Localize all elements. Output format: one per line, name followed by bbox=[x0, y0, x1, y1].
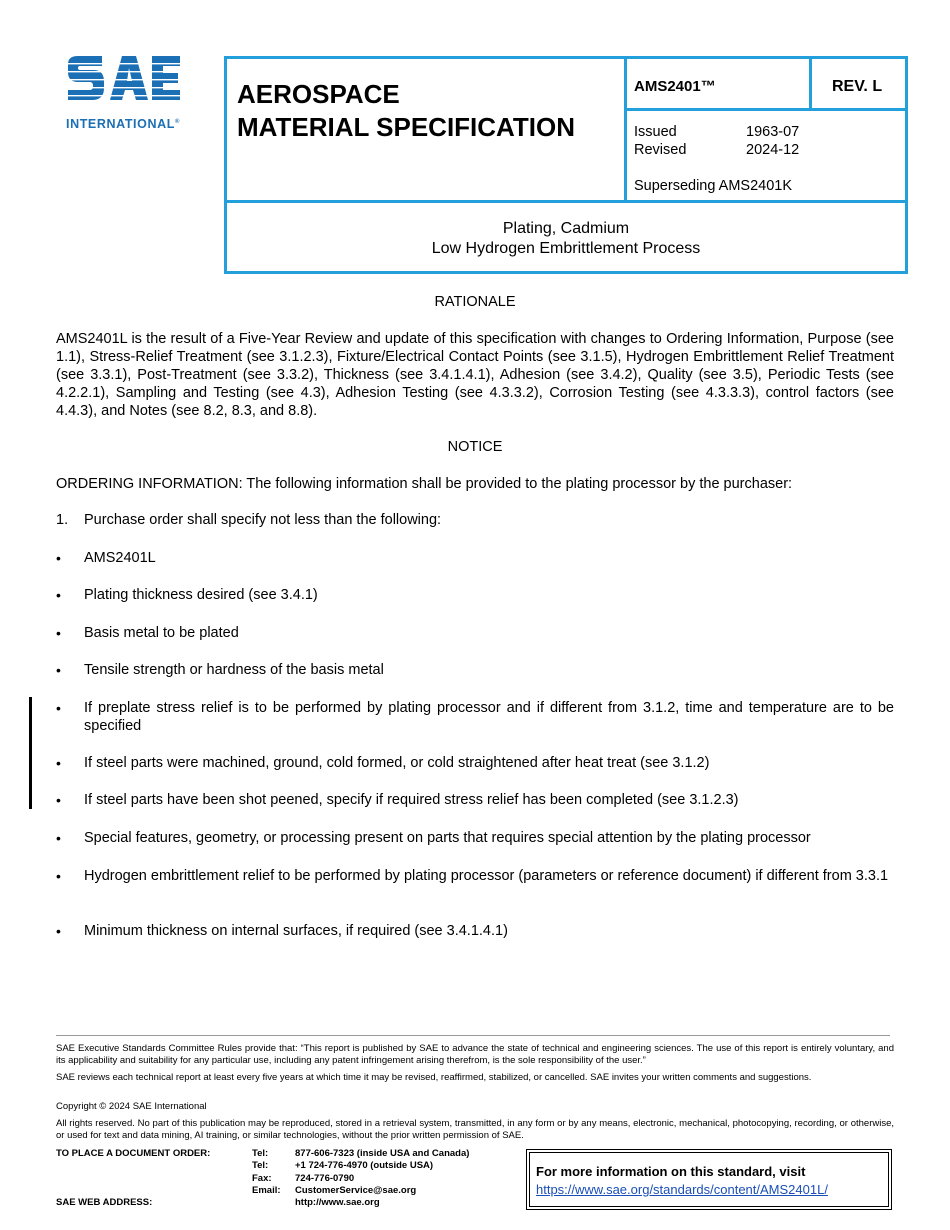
more-info-title: For more information on this standard, visit bbox=[536, 1164, 806, 1179]
footer-copyright: Copyright © 2024 SAE International bbox=[56, 1101, 207, 1112]
title-line2: Low Hydrogen Embrittlement Process bbox=[431, 240, 701, 257]
web-address-label: SAE WEB ADDRESS: bbox=[56, 1197, 153, 1208]
ordering-information: ORDERING INFORMATION: The following information shall be provided to the plating processor by the purchaser: bbox=[56, 476, 793, 492]
contact-row bbox=[252, 1173, 469, 1185]
rationale-text: AMS2401L is the result of a Five-Year Review and update of this specification with changes to Ordering Information, Purpose (see 1.1), Stress-Relief Treatment (see 3.1.2.3), Fixture/Electrical Contact Points (see 3.1.5), Hydrogen Embrittlement Relief Treatment (see 3.3.1), Post-Treatment (see 3.3.2), Thickness (see 3.4.1.4.1), Adhesion (see 3.4.2), Quality (see 3.5), Periodic Tests (see 4.2.2.1), Sampling and Testing (see 4.3), Adhesion Testing (see 4.3.3.2), Corrosion Testing (see 4.3.3.3), control factors (see 4.4.3), and Notes (see 8.2, 8.3, and 8.8). bbox=[56, 331, 894, 419]
divider bbox=[809, 59, 812, 110]
list-item-text: Minimum thickness on internal surfaces, if required (see 3.4.1.4.1) bbox=[84, 923, 508, 939]
contact-row bbox=[252, 1148, 469, 1160]
divider bbox=[624, 59, 627, 201]
contact-key: Tel: bbox=[252, 1160, 269, 1172]
bullet-icon: • bbox=[56, 923, 61, 939]
list-item-text: If steel parts have been shot peened, specify if required stress relief has been completed (see 3.1.2.3) bbox=[84, 792, 739, 808]
superseding-note: Superseding AMS2401K bbox=[634, 178, 792, 194]
list-item-text: If steel parts were machined, ground, cold formed, or cold straightened after heat treat (see 3.1.2) bbox=[84, 755, 710, 771]
bullet-icon: • bbox=[56, 550, 61, 566]
contact-row bbox=[252, 1185, 469, 1197]
bullet-icon: • bbox=[56, 792, 61, 808]
contact-key: Email: bbox=[252, 1184, 281, 1196]
more-info-box bbox=[526, 1149, 892, 1210]
revised-date: 2024-12 bbox=[746, 142, 800, 158]
bullet-icon: • bbox=[56, 662, 61, 678]
document-type-line2: MATERIAL SPECIFICATION bbox=[237, 112, 575, 142]
sae-wordmark-icon bbox=[66, 54, 182, 114]
divider bbox=[227, 200, 905, 203]
bullet-icon: • bbox=[56, 625, 61, 641]
contact-key: Fax: bbox=[252, 1172, 272, 1184]
footer-divider bbox=[56, 1035, 890, 1036]
document-type-line1: AEROSPACE bbox=[237, 79, 400, 109]
bullet-icon: • bbox=[56, 700, 61, 716]
contact-row bbox=[252, 1160, 469, 1172]
standard-link[interactable]: https://www.sae.org/standards/content/AMS2401L/ bbox=[536, 1182, 828, 1197]
list-item-text: Hydrogen embrittlement relief to be performed by plating processor (parameters or reference document) if different from 3.3.1 bbox=[84, 868, 889, 884]
document-number: AMS2401™ bbox=[634, 78, 716, 95]
document-type bbox=[237, 78, 617, 144]
rationale-heading: RATIONALE bbox=[434, 294, 516, 310]
list-item-text: AMS2401L bbox=[84, 550, 156, 566]
revision-label: REV. L bbox=[832, 78, 883, 95]
list-item-text: Plating thickness desired (see 3.4.1) bbox=[84, 587, 318, 603]
contact-key bbox=[252, 1197, 295, 1209]
contact-value: +1 724-776-4970 (outside USA) bbox=[295, 1160, 434, 1172]
bullet-icon: • bbox=[56, 587, 61, 603]
document-title bbox=[227, 219, 905, 259]
list-item-text: Basis metal to be plated bbox=[84, 625, 239, 641]
footer-rights: All rights reserved. No part of this publication may be reproduced, stored in a retrieval system, transmitted, in any form or by any means, electronic, mechanical, photocopying, recording, or otherwise, or used for text and data mining, AI training, or similar technologies, without the prior written permission of SAE. bbox=[56, 1118, 894, 1141]
contact-table bbox=[252, 1148, 469, 1209]
order-label: TO PLACE A DOCUMENT ORDER: bbox=[56, 1148, 211, 1159]
contact-value: 877-606-7323 (inside USA and Canada) bbox=[295, 1148, 470, 1159]
logo-subtitle: INTERNATIONAL® bbox=[66, 117, 180, 131]
list-item-text: Tensile strength or hardness of the basis metal bbox=[84, 662, 384, 678]
item-number: 1. bbox=[56, 512, 69, 528]
list-item-text: Special features, geometry, or processing present on parts that requires special attention by the plating processor bbox=[84, 830, 811, 846]
item-text: Purchase order shall specify not less than the following: bbox=[84, 512, 442, 528]
footer-disclaimer: SAE Executive Standards Committee Rules provide that: “This report is published by SAE to advance the state of technical and engineering sciences. The use of this report is entirely voluntary, and its applicability and suitability for any particular use, including any patent infringement arising therefrom, is the sole responsibility of the user.” bbox=[56, 1043, 894, 1066]
footer-review-note: SAE reviews each technical report at least every five years at which time it may be revised, reaffirmed, stabilized, or cancelled. SAE invites your written comments and suggestions. bbox=[56, 1072, 812, 1083]
sae-logo bbox=[66, 54, 196, 134]
contact-value: 724-776-0790 bbox=[295, 1172, 355, 1184]
notice-heading: NOTICE bbox=[447, 439, 503, 455]
issued-label: Issued bbox=[634, 124, 677, 140]
more-info-box-inner bbox=[529, 1152, 889, 1207]
bullet-icon: • bbox=[56, 755, 61, 771]
divider bbox=[627, 108, 908, 111]
bullet-icon: • bbox=[56, 830, 61, 846]
web-address-link[interactable]: http://www.sae.org bbox=[295, 1197, 380, 1209]
list-item-text: If preplate stress relief is to be performed by plating processor and if different from 3.1.2, time and temperature are to be specified bbox=[84, 700, 894, 734]
revised-label: Revised bbox=[634, 142, 687, 158]
contact-key: Tel: bbox=[252, 1148, 269, 1159]
issued-date: 1963-07 bbox=[746, 124, 800, 140]
title-line1: Plating, Cadmium bbox=[502, 220, 630, 237]
contact-email[interactable]: CustomerService@sae.org bbox=[295, 1184, 417, 1196]
bullet-icon: • bbox=[56, 868, 61, 884]
revision-change-bar bbox=[29, 697, 32, 809]
date-block bbox=[634, 123, 799, 159]
spec-header-box bbox=[224, 56, 908, 274]
contact-row bbox=[252, 1197, 469, 1209]
